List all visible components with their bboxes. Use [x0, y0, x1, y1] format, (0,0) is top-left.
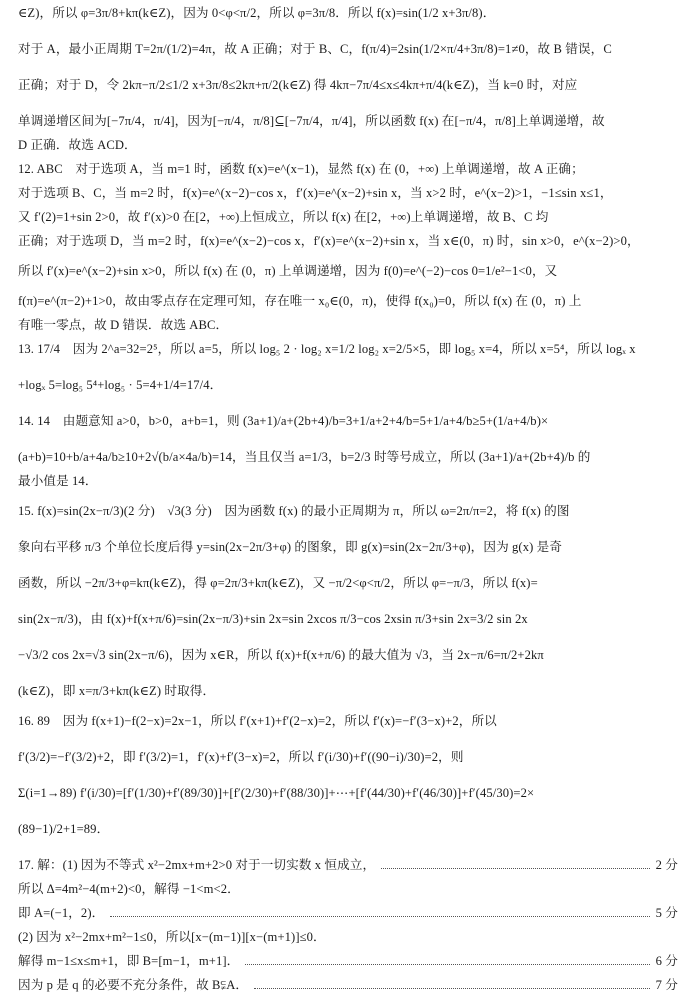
line-text: 因为 p 是 q 的必要不充分条件，故 B⫋A．: [18, 978, 249, 992]
scored-line: [18, 858, 678, 872]
score-points: 6 分: [655, 954, 678, 968]
dot-leader: [381, 858, 649, 869]
text-line: 对于选项 B、C，当 m=2 时，f(x)=e^(x−2)−cos x，f′(x)=e^(x−2)+sin x，当 x>2 时，e^(x−2)>1，−1≤sin x≤1，: [18, 186, 613, 200]
text-line: sin(2x−π/3)，由 f(x)+f(x+π/6)=sin(2x−π/3)+sin 2x=sin 2xcos π/3−cos 2xsin π/3+sin 2x=3/2 sin 2x: [18, 612, 528, 626]
text-line: (a+b)=10+b/a+4a/b≥10+2√(b/a×4a/b)=14，当且仅当 a=1/3，b=2/3 时等号成立，所以 (3a+1)/a+(2b+4)/b 的: [18, 450, 591, 464]
score-points: 7 分: [655, 978, 678, 992]
text-line: 正确；对于 D，令 2kπ−π/2≤1/2 x+3π/8≤2kπ+π/2(k∈Z) 得 4kπ−7π/4≤x≤4kπ+π/4(k∈Z)，当 k=0 时，对应: [18, 78, 578, 92]
dot-leader: [254, 978, 650, 989]
problem-17-solution: [18, 858, 678, 992]
line-text: 即 A=(−1，2)．: [18, 906, 105, 920]
text-line: (2) 因为 x²−2mx+m²−1≤0，所以[x−(m−1)][x−(m+1)]≤0．: [18, 930, 326, 944]
text-line: 所以 Δ=4m²−4(m+2)<0，解得 −1<m<2．: [18, 882, 240, 896]
text-line: f(π)=e^(π−2)+1>0，故由零点存在定理可知，存在唯一 x₀∈(0，π)，使得 f(x₀)=0，所以 f(x) 在 (0，π) 上: [18, 294, 582, 308]
line-text: 17. 解：(1) 因为不等式 x²−2mx+m+2>0 对于一切实数 x 恒成立，: [18, 858, 376, 872]
text-line: 对于 A，最小正周期 T=2π/(1/2)=4π，故 A 正确；对于 B、C，f(π/4)=2sin(1/2×π/4+3π/8)=1≠0，故 B 错误，C: [18, 42, 612, 56]
text-line: 函数，所以 −2π/3+φ=kπ(k∈Z)，得 φ=2π/3+kπ(k∈Z)，又 −π/2<φ<π/2，所以 φ=−π/3，所以 f(x)=: [18, 576, 538, 590]
text-line: f′(3/2)=−f′(3/2)+2，即 f′(3/2)=1，f′(x)+f′(3−x)=2，所以 f′(i/30)+f′((90−i)/30)=2，则: [18, 750, 464, 764]
dot-leader: [110, 906, 649, 917]
text-line: 最小值是 14．: [18, 474, 98, 488]
problem-16-answer: 16. 89 因为 f(x+1)−f(2−x)=2x−1，所以 f′(x+1)+f′(2−x)=2，所以 f′(x)=−f′(3−x)+2，所以: [18, 714, 497, 728]
scored-line: [18, 954, 678, 968]
text-line: (k∈Z)，即 x=π/3+kπ(k∈Z) 时取得．: [18, 684, 216, 698]
text-line: Σ(i=1→89) f′(i/30)=[f′(1/30)+f′(89/30)]+[f′(2/30)+f′(88/30)]+⋯+[f′(44/30)+f′(46/30)]+f′(45/30)=2×: [18, 786, 535, 800]
line-text: 解得 m−1≤x≤m+1，即 B=[m−1，m+1]．: [18, 954, 240, 968]
text-line: +logₓ 5=log₅ 5⁴+log₅ · 5=4+1/4=17/4．: [18, 378, 223, 392]
text-line: (89−1)/2+1=89．: [18, 822, 110, 836]
score-points: 2 分: [655, 858, 678, 872]
text-line: 所以 f′(x)=e^(x−2)+sin x>0，所以 f(x) 在 (0，π) 上单调递增，因为 f(0)=e^(−2)−cos 0=1/e²−1<0，又: [18, 264, 558, 278]
problem-12-answer: 12. ABC 对于选项 A，当 m=1 时，函数 f(x)=e^(x−1)，显然 f(x) 在 (0，+∞) 上单调递增，故 A 正确；: [18, 162, 584, 176]
solution-text: [18, 6, 678, 858]
scored-line: [18, 978, 678, 992]
text-line: D 正确．故选 ACD．: [18, 138, 137, 152]
text-line: 有唯一零点，故 D 错误．故选 ABC．: [18, 318, 229, 332]
text-line: 正确；对于选项 D，当 m=2 时，f(x)=e^(x−2)−cos x，f′(x)=e^(x−2)+sin x，当 x∈(0，π) 时，sin x>0，e^(x−2)>0，: [18, 234, 640, 248]
problem-14-answer: 14. 14 由题意知 a>0，b>0，a+b=1，则 (3a+1)/a+(2b+4)/b=3+1/a+2+4/b=5+1/a+4/b≥5+(1/a+4/b)×: [18, 414, 549, 428]
text-line: 象向右平移 π/3 个单位长度后得 y=sin(2x−2π/3+φ) 的图象，即 g(x)=sin(2x−2π/3+φ)，因为 g(x) 是奇: [18, 540, 563, 554]
score-points: 5 分: [655, 906, 678, 920]
text-line: 又 f′(2)=1+sin 2>0，故 f′(x)>0 在[2，+∞)上恒成立，所以 f(x) 在[2，+∞)上单调递增，故 B、C 均: [18, 210, 549, 224]
dot-leader: [245, 954, 649, 965]
text-line: −√3/2 cos 2x=√3 sin(2x−π/6)，因为 x∈R，所以 f(x)+f(x+π/6) 的最大值为 √3，当 2x−π/6=π/2+2kπ: [18, 648, 544, 662]
text-line: ∈Z)，所以 φ=3π/8+kπ(k∈Z)，因为 0<φ<π/2，所以 φ=3π/8．所以 f(x)=sin(1/2 x+3π/8)．: [18, 6, 496, 20]
scored-line: [18, 906, 678, 920]
problem-15-answer: 15. f(x)=sin(2x−π/3)(2 分) √3(3 分) 因为函数 f(x) 的最小正周期为 π，所以 ω=2π/π=2，将 f(x) 的图: [18, 504, 570, 518]
problem-13-answer: 13. 17/4 因为 2^a=32=2⁵，所以 a=5，所以 log₅ 2 · log₂ x=1/2 log₂ x=2/5×5，即 log₅ x=4，所以 x=5⁴，所以 logₓ x: [18, 342, 636, 356]
text-line: 单调递增区间为[−7π/4，π/4]，因为[−π/4，π/8]⊆[−7π/4，π/4]，所以函数 f(x) 在[−π/4，π/8]上单调递增，故: [18, 114, 605, 128]
